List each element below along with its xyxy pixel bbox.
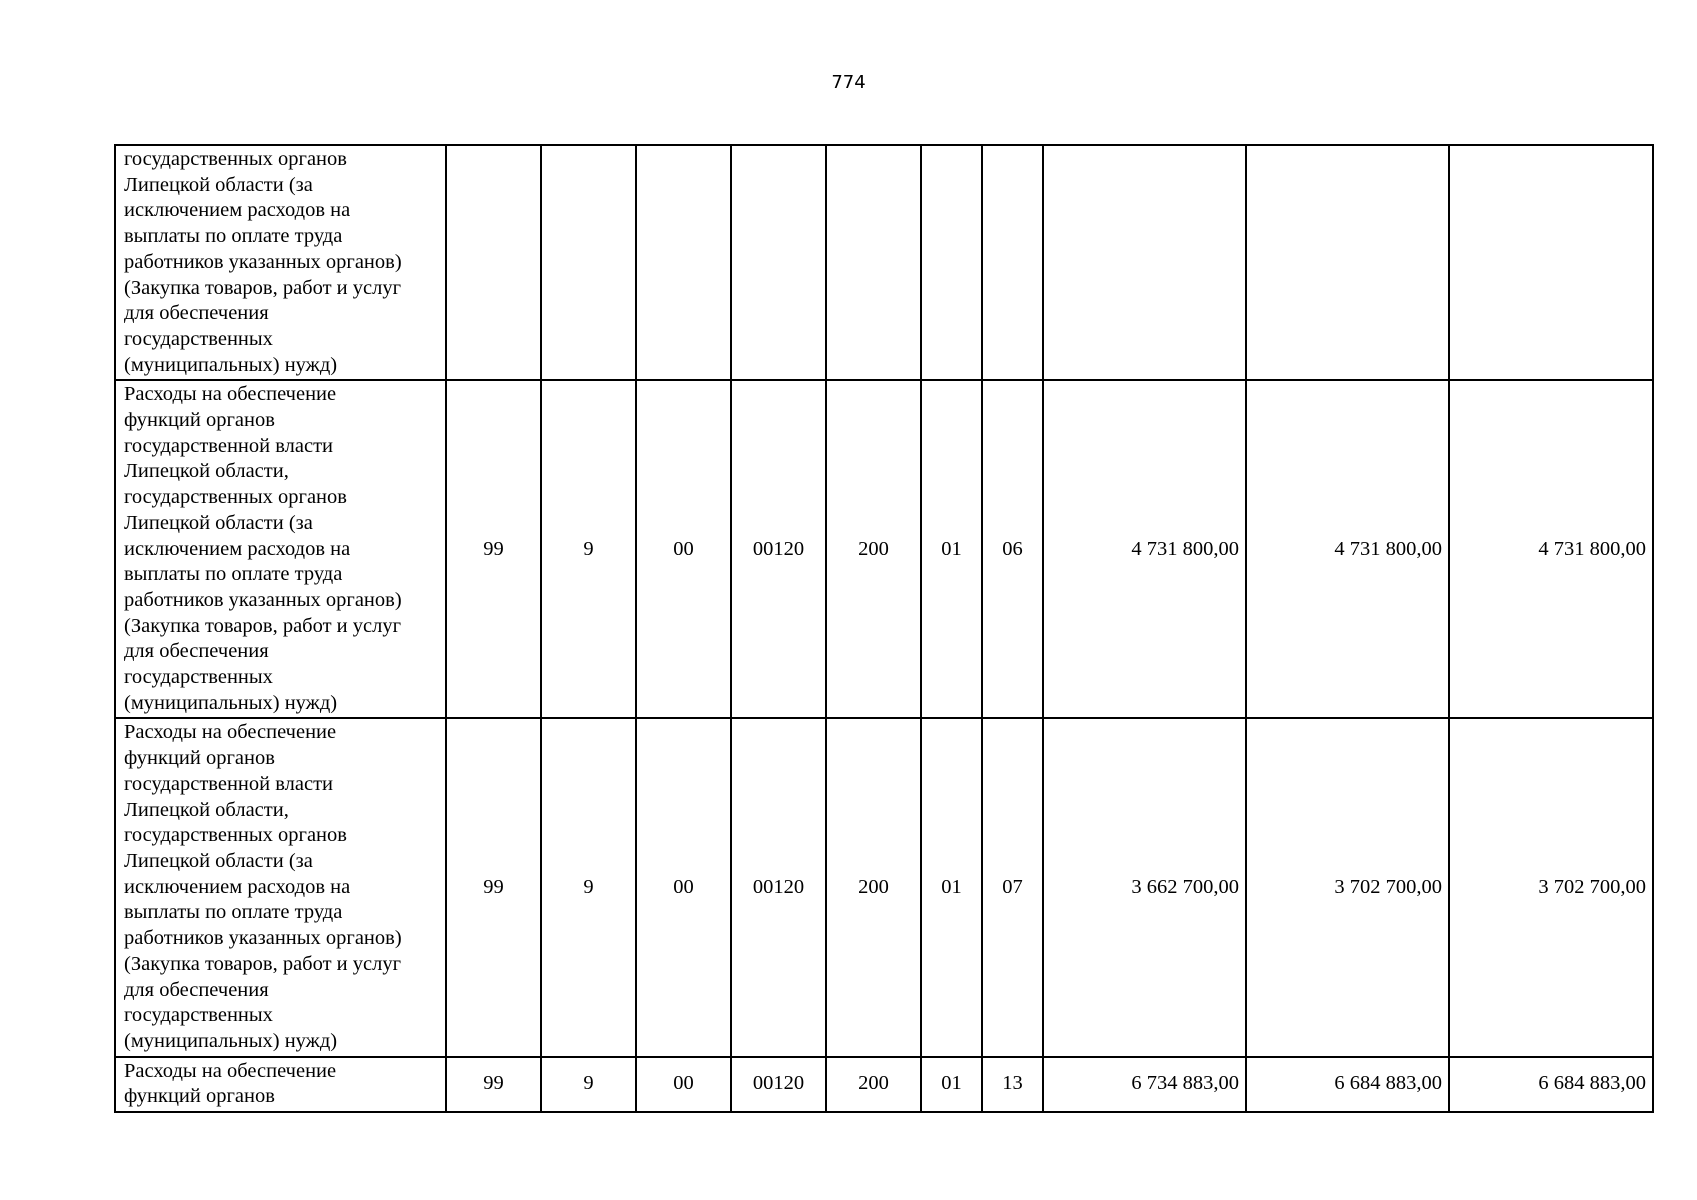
description-line: работников указанных органов): [124, 250, 402, 273]
code-main-activity: 00: [636, 1057, 731, 1112]
description-line: Липецкой области (за: [124, 849, 313, 872]
description-line: (Закупка товаров, работ и услуг: [124, 952, 402, 975]
amount-year-2: 4 731 800,00: [1246, 380, 1449, 718]
description-line: исключением расходов на: [124, 537, 351, 560]
description-line: выплаты по оплате труда: [124, 563, 343, 586]
table-row: [115, 145, 1653, 380]
code-subprogram: 9: [541, 1057, 636, 1112]
amount-year-3: 3 702 700,00: [1449, 718, 1653, 1056]
row-description: [115, 718, 446, 1056]
description-line: для обеспечения: [124, 302, 269, 325]
description-line: (муниципальных) нужд): [124, 353, 338, 376]
code-program: 99: [446, 1057, 541, 1112]
description-line: государственных: [124, 1004, 273, 1027]
description-line: Расходы на обеспечение: [124, 1059, 337, 1082]
amount-year-3: [1449, 145, 1653, 380]
description-line: исключением расходов на: [124, 875, 351, 898]
description-line: государственных: [124, 327, 273, 350]
amount-year-1: 4 731 800,00: [1043, 380, 1246, 718]
code-subprogram: [541, 145, 636, 380]
amount-year-2: [1246, 145, 1449, 380]
code-section: 01: [921, 380, 982, 718]
description-line: государственной власти: [124, 772, 333, 795]
code-direction: [731, 145, 826, 380]
amount-year-1: [1043, 145, 1246, 380]
description-line: функций органов: [124, 409, 275, 432]
amount-year-3: 6 684 883,00: [1449, 1057, 1653, 1112]
description-line: Расходы на обеспечение: [124, 721, 337, 744]
code-section: [921, 145, 982, 380]
description-line: государственных органов: [124, 824, 347, 847]
code-subsection: 06: [982, 380, 1043, 718]
code-main-activity: [636, 145, 731, 380]
description-line: государственных органов: [124, 148, 347, 170]
budget-table: [114, 144, 1654, 1113]
code-subprogram: 9: [541, 718, 636, 1056]
code-expense-type: [826, 145, 921, 380]
code-direction: 00120: [731, 1057, 826, 1112]
description-line: Липецкой области (за: [124, 511, 313, 534]
description-line: для обеспечения: [124, 640, 269, 663]
table-row: [115, 380, 1653, 718]
amount-year-1: 6 734 883,00: [1043, 1057, 1246, 1112]
code-subsection: 07: [982, 718, 1043, 1056]
description-line: Расходы на обеспечение: [124, 383, 337, 406]
amount-year-2: 6 684 883,00: [1246, 1057, 1449, 1112]
description-line: исключением расходов на: [124, 199, 351, 222]
code-section: 01: [921, 718, 982, 1056]
description-line: государственной власти: [124, 434, 333, 457]
description-line: выплаты по оплате труда: [124, 901, 343, 924]
code-program: 99: [446, 380, 541, 718]
code-subsection: [982, 145, 1043, 380]
description-line: (Закупка товаров, работ и услуг: [124, 276, 402, 299]
row-description: [115, 1057, 446, 1112]
code-subprogram: 9: [541, 380, 636, 718]
description-line: для обеспечения: [124, 978, 269, 1001]
code-direction: 00120: [731, 380, 826, 718]
code-main-activity: 00: [636, 380, 731, 718]
code-main-activity: 00: [636, 718, 731, 1056]
description-line: функций органов: [124, 1085, 275, 1108]
row-description: [115, 380, 446, 718]
description-line: Липецкой области,: [124, 460, 289, 483]
amount-year-2: 3 702 700,00: [1246, 718, 1449, 1056]
code-expense-type: 200: [826, 1057, 921, 1112]
code-direction: 00120: [731, 718, 826, 1056]
description-line: государственных органов: [124, 486, 347, 509]
description-line: Липецкой области (за: [124, 173, 313, 196]
table-row: [115, 1057, 1653, 1112]
code-subsection: 13: [982, 1057, 1043, 1112]
description-line: Липецкой области,: [124, 798, 289, 821]
description-line: функций органов: [124, 747, 275, 770]
page-number: 774: [831, 72, 866, 93]
description-line: (муниципальных) нужд): [124, 1029, 338, 1052]
description-line: (Закупка товаров, работ и услуг: [124, 614, 402, 637]
code-expense-type: 200: [826, 380, 921, 718]
description-line: (муниципальных) нужд): [124, 691, 338, 714]
code-program: 99: [446, 718, 541, 1056]
amount-year-3: 4 731 800,00: [1449, 380, 1653, 718]
description-line: государственных: [124, 666, 273, 689]
description-line: работников указанных органов): [124, 588, 402, 611]
description-line: выплаты по оплате труда: [124, 225, 343, 248]
amount-year-1: 3 662 700,00: [1043, 718, 1246, 1056]
row-description: [115, 145, 446, 380]
table-row: [115, 718, 1653, 1056]
code-program: [446, 145, 541, 380]
code-section: 01: [921, 1057, 982, 1112]
description-line: работников указанных органов): [124, 927, 402, 950]
code-expense-type: 200: [826, 718, 921, 1056]
